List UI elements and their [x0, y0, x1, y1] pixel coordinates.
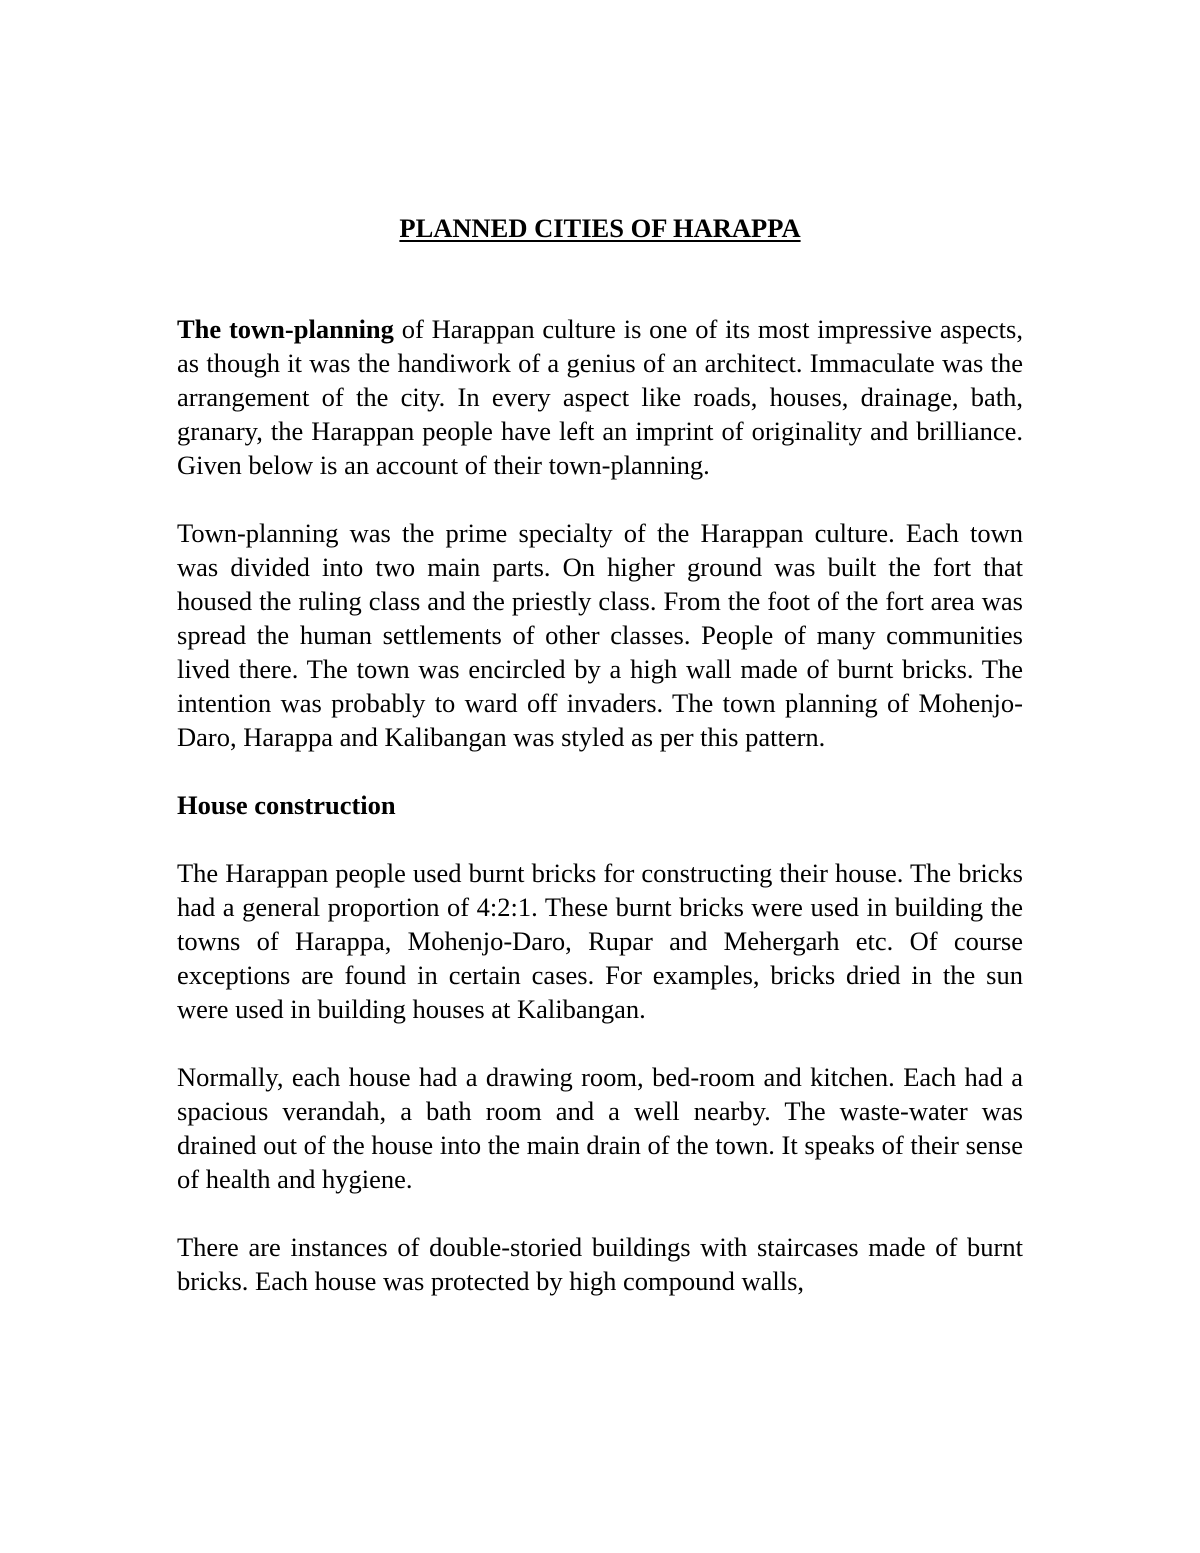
town-planning-paragraph: Town-planning was the prime specialty of the Harappan culture. Each town was divided into two main parts. On higher ground was built the fort that housed the ruling class and the priestly class. From the foot of the fort area was spread the human settlements of other classes. People of many communities lived there. The town was encircled by a high wall made of burnt bricks. The intention was probably to ward off invaders. The town planning of Mohenjo-Daro, Harappa and Kalibangan was styled as per this pattern. — [177, 518, 1023, 752]
intro-lead: The town-planning — [177, 314, 394, 344]
intro-paragraph — [177, 312, 1023, 482]
double-storied-paragraph: There are instances of double-storied buildings with staircases made of burnt bricks. Each house was protected by high compound walls, — [177, 1232, 1023, 1296]
document-title: PLANNED CITIES OF HARAPPA — [399, 213, 801, 243]
document-body — [177, 211, 1023, 1298]
house-construction-heading: House construction — [177, 790, 396, 820]
house-rooms-paragraph: Normally, each house had a drawing room, bed-room and kitchen. Each had a spacious verandah, a bath room and a well nearby. The waste-water was drained out of the house into the main drain of the town. It speaks of their sense of health and hygiene. — [177, 1062, 1023, 1194]
intro-text: of Harappan culture is one of its most impressive aspects, as though it was the handiwork of a genius of an architect. Immaculate was the arrangement of the city. In every aspect like roads, houses, drainage, bath, granary, the Harappan people have left an imprint of originality and brilliance. Given below is an account of their town-planning. — [177, 314, 1023, 480]
bricks-paragraph: The Harappan people used burnt bricks for constructing their house. The bricks had a general proportion of 4:2:1. These burnt bricks were used in building the towns of Harappa, Mohenjo-Daro, Rupar and Mehergarh etc. Of course exceptions are found in certain cases. For examples, bricks dried in the sun were used in building houses at Kalibangan. — [177, 858, 1023, 1024]
